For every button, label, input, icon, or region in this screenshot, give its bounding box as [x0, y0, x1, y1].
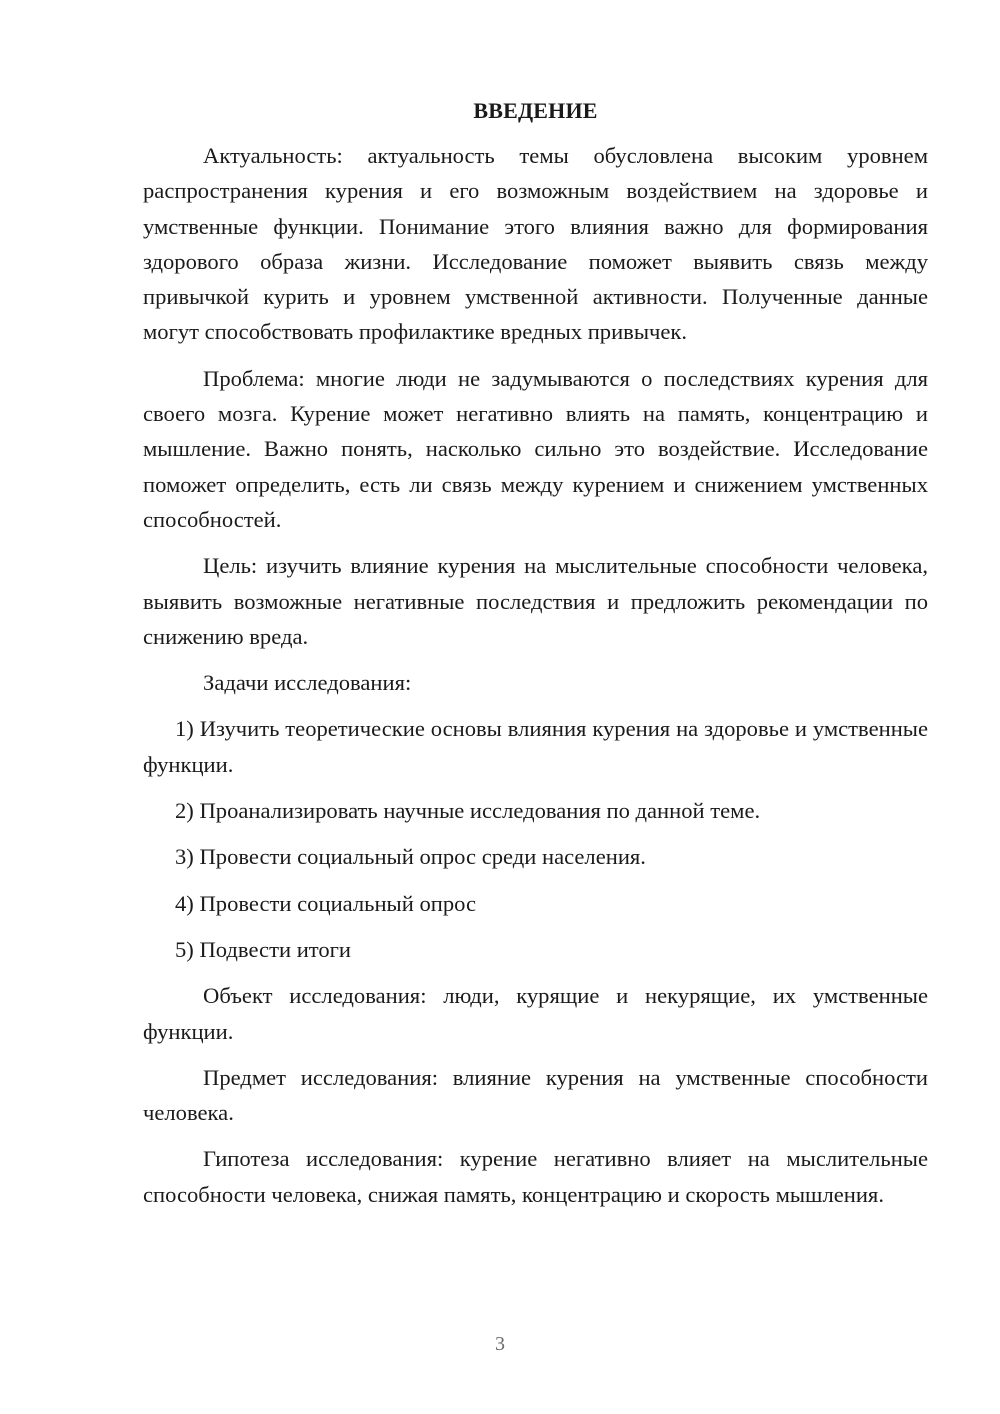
page-number: 3 — [495, 1333, 505, 1355]
list-item: 1) Изучить теоретические основы влияния курения на здоровье и умственные функции. — [143, 716, 928, 777]
paragraph-subject: Предмет исследования: влияние курения на умственные способности человека. — [143, 1064, 928, 1126]
list-item: 4) Провести социальный опрос — [175, 890, 477, 916]
paragraph-relevance: Актуальность: актуальность темы обусловлена высоким уровнем распространения курения и его возможным воздействием на здоровье и умственные функции. Понимание этого влияния важно для формирования здорового образа жизни. Исследование поможет выявить связь между привычкой курить и уровнем умственной активности. Полученные данные могут способствовать профилактике вредных привычек. — [143, 143, 928, 345]
list-item: 3) Провести социальный опрос среди населения. — [175, 844, 646, 870]
paragraph-problem: Проблема: многие люди не задумываются о последствиях курения для своего мозга. Курение может негативно влиять на память, концентрацию и мышление. Важно понять, насколько сильно это воздействие. Исследование поможет определить, есть ли связь между курением и снижением умственных способностей. — [143, 365, 928, 532]
document-page — [143, 93, 928, 1212]
tasks-list — [143, 711, 928, 967]
paragraph-goal: Цель: изучить влияние курения на мыслительные способности человека, выявить возможные негативные последствия и предложить рекомендации по снижению вреда. — [143, 553, 928, 649]
list-item: 2) Проанализировать научные исследования по данной теме. — [175, 798, 761, 824]
paragraph-hypothesis: Гипотеза исследования: курение негативно влияет на мыслительные способности человека, снижая память, концентрацию и скорость мышления. — [143, 1146, 928, 1207]
page-title: ВВЕДЕНИЕ — [473, 98, 598, 123]
paragraph-object: Объект исследования: люди, курящие и некурящие, их умственные функции. — [143, 983, 928, 1044]
list-item: 5) Подвести итоги — [175, 936, 352, 962]
tasks-heading: Задачи исследования: — [203, 670, 412, 696]
